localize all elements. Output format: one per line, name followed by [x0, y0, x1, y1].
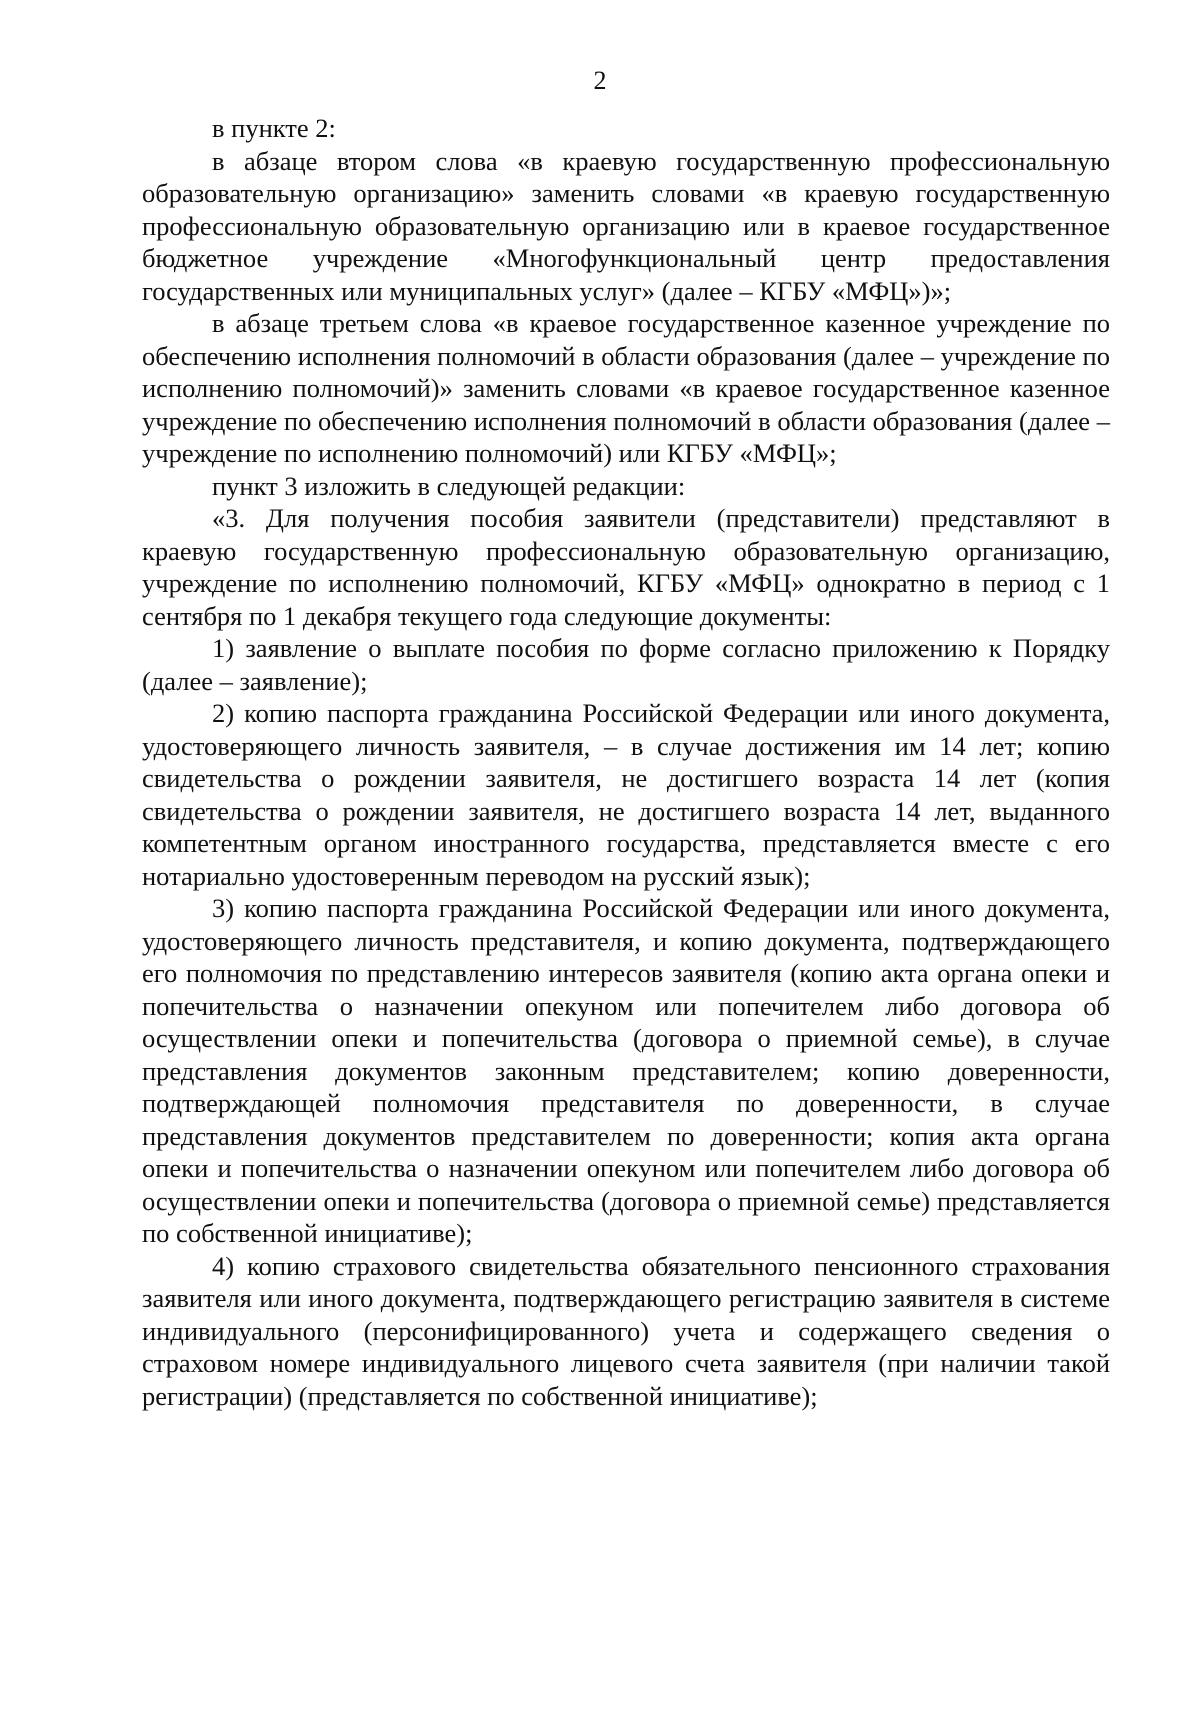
page-number: 2 [593, 66, 607, 95]
document-body [142, 112, 1110, 1412]
list-item-3: 3) копию паспорта гражданина Российской Федерации или иного документа, удостоверяющего личность представителя, и копию документа, подтверждающего его полномочия по представлению интересов заявителя (копию акта органа опеки и попечительства о назначении опекуном или попечителем либо договора об осуществлении опеки и попечительства (договора о приемной семье), в случае представления документов законным представителем; копию доверенности, подтверждающей полномочия представителя по доверенности, в случае представления документов представителем по доверенности; копия акта органа опеки и попечительства о назначении опекуном или попечителем либо договора об осуществлении опеки и попечительства (договора о приемной семье) представляется по собственной инициативе); [142, 893, 1110, 1248]
paragraph-item-3-intro: пункт 3 изложить в следующей редакции: [212, 470, 686, 501]
paragraph-item-3-text: «3. Для получения пособия заявители (представители) представляют в краевую государственную профессиональную образовательную организацию, учреждение по исполнению полномочий, КГБУ «МФЦ» однократно в период с 1 сентября по 1 декабря текущего года следующие документы: [142, 503, 1110, 631]
paragraph-abzats-tretiy: в абзаце третьем слова «в краевое государственное казенное учреждение по обеспечению исполнения полномочий в области образования (далее – учреждение по исполнению полномочий)» заменить словами «в краевое государственное казенное учреждение по обеспечению исполнения полномочий в области образования (далее – учреждение по исполнению полномочий) или КГБУ «МФЦ»; [142, 308, 1110, 468]
paragraph-abzats-vtoroy: в абзаце втором слова «в краевую государственную профессиональную образовательную организацию» заменить словами «в краевую государственную профессиональную образовательную организацию или в краевое государственное бюджетное учреждение «Многофункциональный центр предоставления государственных или муниципальных услуг» (далее – КГБУ «МФЦ»)»; [142, 145, 1110, 306]
list-item-2: 2) копию паспорта гражданина Российской Федерации или иного документа, удостоверяющего личность заявителя, – в случае достижения им 14 лет; копию свидетельства о рождении заявителя, не достигшего возраста 14 лет (копия свидетельства о рождении заявителя, не достигшего возраста 14 лет, выданного компетентным органом иностранного государства, представляется вместе с его нотариально удостоверенным переводом на русский язык); [142, 698, 1110, 891]
list-item-1: 1) заявление о выплате пособия по форме согласно приложению к Порядку (далее – заявление); [142, 633, 1110, 696]
paragraph-item-2-intro: в пункте 2: [212, 113, 336, 143]
list-item-4: 4) копию страхового свидетельства обязательного пенсионного страхования заявителя или иного документа, подтверждающего регистрацию заявителя в системе индивидуального (персонифицированного) учета и содержащего сведения о страховом номере индивидуального лицевого счета заявителя (при наличии такой регистрации) (представляется по собственной инициативе); [142, 1250, 1110, 1411]
